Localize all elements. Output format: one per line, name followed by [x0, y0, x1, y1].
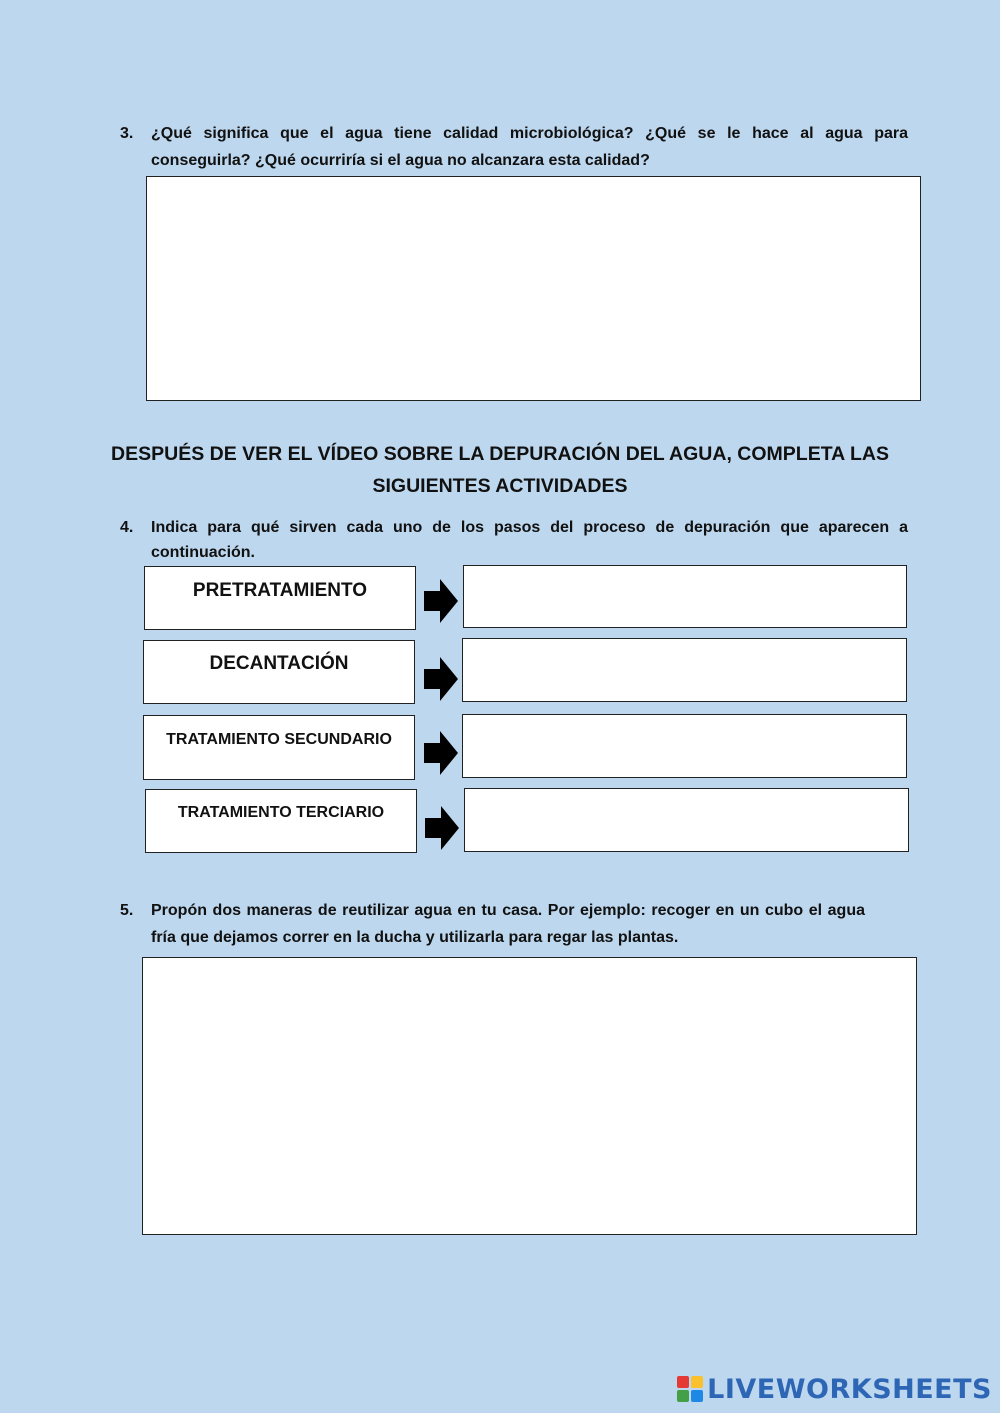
step-label: TRATAMIENTO SECUNDARIO [166, 731, 392, 748]
question-text: Propón dos maneras de reutilizar agua en tu casa. Por ejemplo: recoger en un cubo el agua fría que dejamos correr en la ducha y utilizarla para regar las plantas. [151, 902, 865, 946]
question-3 [120, 120, 908, 174]
answer-box-tratamiento-secundario[interactable] [462, 714, 907, 778]
liveworksheets-logo [677, 1371, 992, 1407]
right-arrow-icon [424, 731, 458, 775]
step-label: PRETRATAMIENTO [192, 580, 368, 601]
question-5 [120, 897, 865, 951]
section-heading [100, 438, 900, 502]
right-arrow-icon [424, 579, 458, 623]
step-box-decantacion [143, 640, 415, 704]
step-box-tratamiento-secundario [143, 715, 415, 780]
step-box-tratamiento-terciario [145, 789, 417, 853]
right-arrow-icon [424, 657, 458, 701]
question-4 [120, 515, 908, 565]
logo-text: LIVEWORKSHEETS [707, 1373, 992, 1405]
step-box-pretratamiento [144, 566, 416, 630]
step-label: TRATAMIENTO TERCIARIO [177, 804, 385, 821]
answer-box-pretratamiento[interactable] [463, 565, 907, 628]
answer-box-question-5[interactable] [142, 957, 917, 1235]
answer-box-tratamiento-terciario[interactable] [464, 788, 909, 852]
liveworksheets-logo-icon [677, 1376, 703, 1402]
question-number: 4. [120, 519, 134, 536]
answer-box-question-3[interactable] [146, 176, 921, 401]
right-arrow-icon [425, 806, 459, 850]
section-heading-line-1: DESPUÉS DE VER EL VÍDEO SOBRE LA DEPURACIÓN DEL AGUA, COMPLETA LAS [111, 443, 889, 465]
question-number: 5. [120, 902, 134, 919]
question-number: 3. [120, 125, 134, 142]
step-label: DECANTACIÓN [209, 653, 349, 674]
section-heading-line-2: SIGUIENTES ACTIVIDADES [372, 475, 628, 497]
question-text: ¿Qué significa que el agua tiene calidad microbiológica? ¿Qué se le hace al agua para conseguirla? ¿Qué ocurriría si el agua no alcanzara esta calidad? [151, 125, 908, 169]
answer-box-decantacion[interactable] [462, 638, 907, 702]
question-text: Indica para qué sirven cada uno de los pasos del proceso de depuración que aparecen a continuación. [151, 519, 908, 561]
